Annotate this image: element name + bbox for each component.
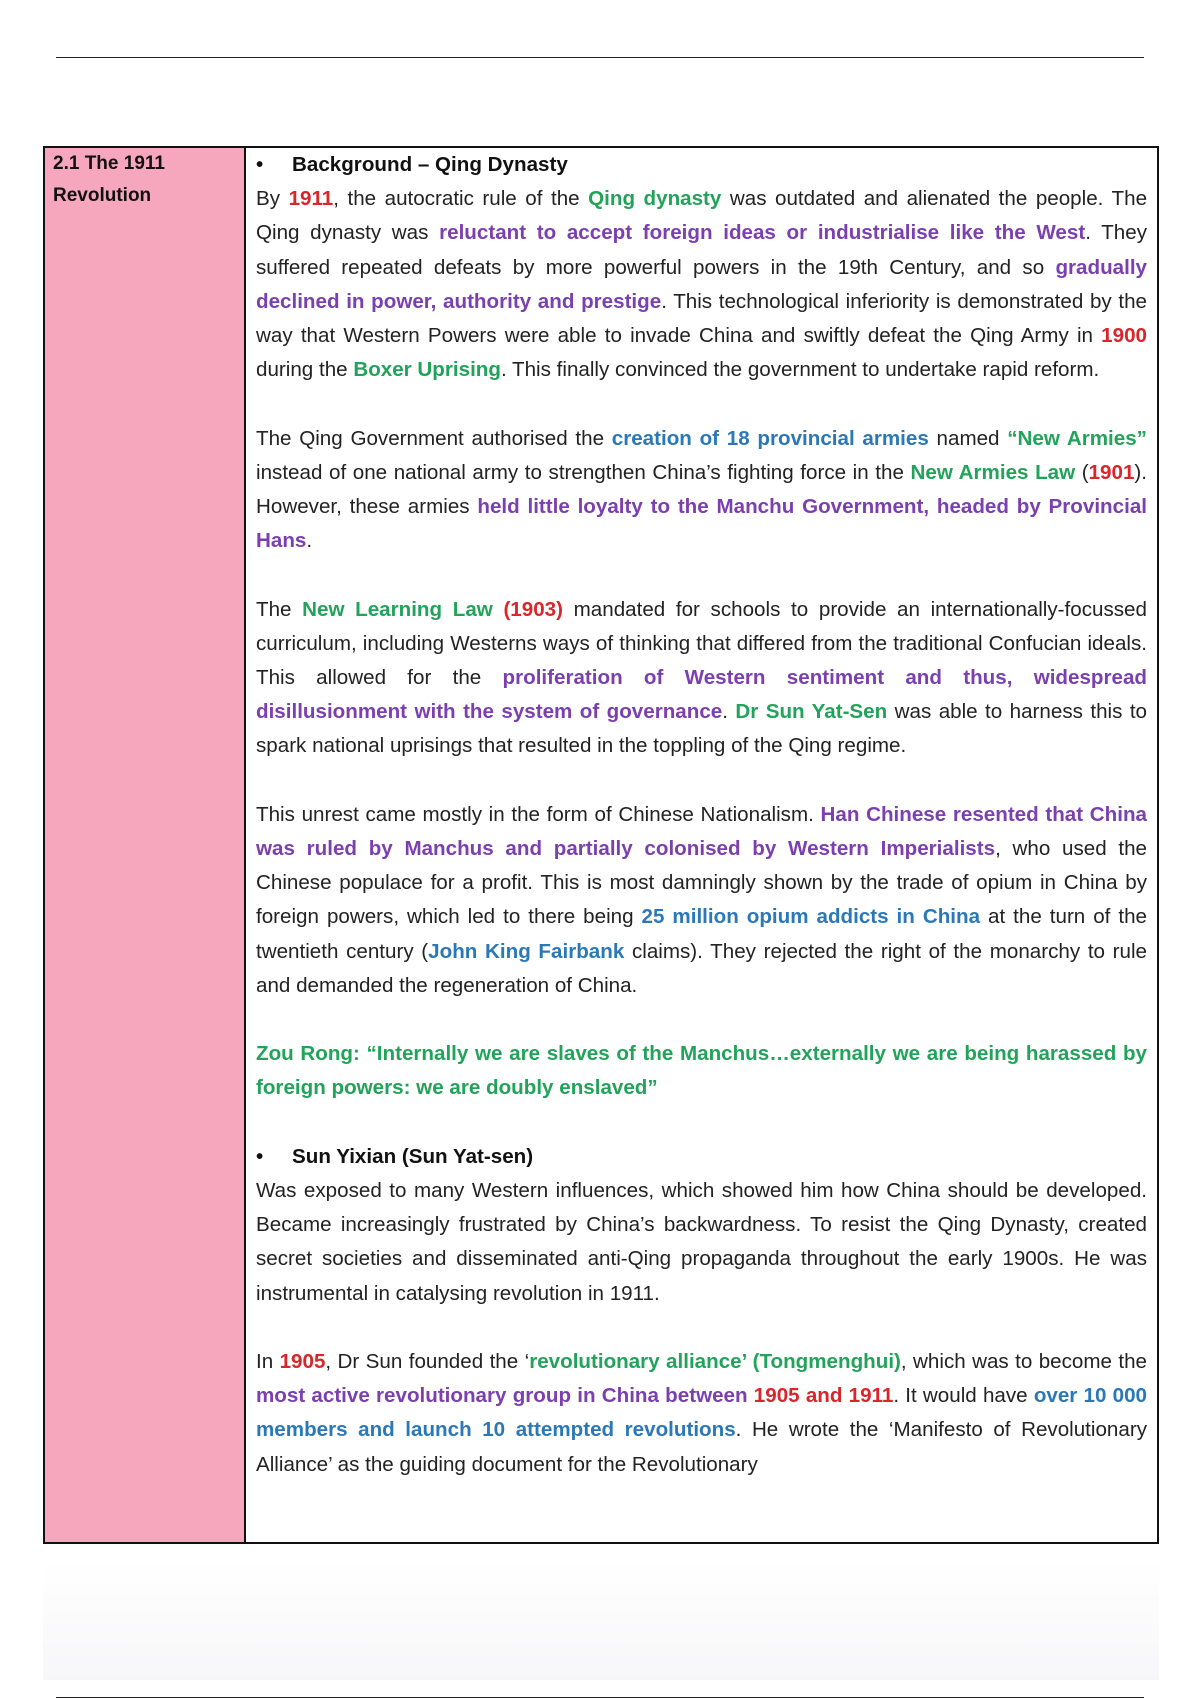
footer-rule: [56, 1697, 1144, 1698]
header-rule: [56, 57, 1144, 58]
paragraph-qing-background: By 1911, the autocratic rule of the Qing dynasty was outdated and alienated the people. The Qing dynasty was reluctant to accept foreign ideas or industrialise like the West. They suffered repeated defeats by more powerful powers in the 19th Century, and so gradually declined in power, authority and prestige. This technological inferiority is demonstrated by the way that Western Powers were able to invade China and swiftly defeat the Qing Army in 1900 during the Boxer Uprising. This finally convinced the government to undertake rapid reform.: [256, 187, 1148, 382]
bullet-icon: •: [256, 1144, 264, 1168]
paragraph-revolutionary-alliance: In 1905, Dr Sun founded the ‘revolutionary alliance’ (Tongmenghui), which was to become the most active revolutionary group in China between 1905 and 1911. It would have over 10 000 members and launch 10 attempted revolutions. He wrote the ‘Manifesto of Revolutionary Alliance’ as the guiding document for the Revolutionary: [256, 1350, 1148, 1476]
bullet-icon: •: [256, 153, 264, 176]
paragraph-new-learning: The New Learning Law (1903) mandated for schools to provide an internationally-focussed curriculum, including Westerns ways of thinking that differed from the traditional Confucian ideals. This allowed for the proliferation of Western sentiment and thus, widespread disillusionment with the system of governance. Dr Sun Yat-Sen was able to harness this to spark national uprisings that resulted in the toppling of the Qing regime.: [256, 597, 1147, 758]
paragraph-new-armies: The Qing Government authorised the creation of 18 provincial armies named “New Armies” instead of one national army to strengthen China’s fighting force in the New Armies Law (1901). However, these armies held little loyalty to the Manchu Government, headed by Provincial Hans.: [256, 426, 1147, 553]
section-title-line2: Revolution: [53, 185, 152, 206]
paragraph-sun-influences: Was exposed to many Western influences, which showed him how China should be developed. Became increasingly frustrated by China’s backwardness. To resist the Qing Dynasty, created secret societies and disseminated anti-Qing propaganda throughout the early 1900s. He was instrumental in catalysing revolution in 1911.: [256, 1179, 1147, 1305]
heading-background: • Background – Qing Dynasty: [256, 148, 1147, 182]
section-cell: [45, 148, 246, 1542]
heading-sun-yixian: • Sun Yixian (Sun Yat-sen): [256, 1140, 1147, 1174]
notes-table: [43, 146, 1159, 1544]
zou-rong-quote: Zou Rong: “Internally we are slaves of the Manchus…externally we are being harassed by foreign powers: we are doubly enslaved”: [256, 1042, 1147, 1100]
content-cell: [246, 148, 1157, 1542]
page-bottom-area: [43, 1560, 1159, 1680]
section-title-line1: 2.1 The 1911: [53, 153, 165, 174]
paragraph-nationalism: This unrest came mostly in the form of Chinese Nationalism. Han Chinese resented that China was ruled by Manchus and partially colonised by Western Imperialists, who used the Chinese populace for a profit. This is most damningly shown by the trade of opium in China by foreign powers, which led to there being 25 million opium addicts in China at the turn of the twentieth century (John King Fairbank claims). They rejected the right of the monarchy to rule and demanded the regeneration of China.: [256, 802, 1148, 997]
